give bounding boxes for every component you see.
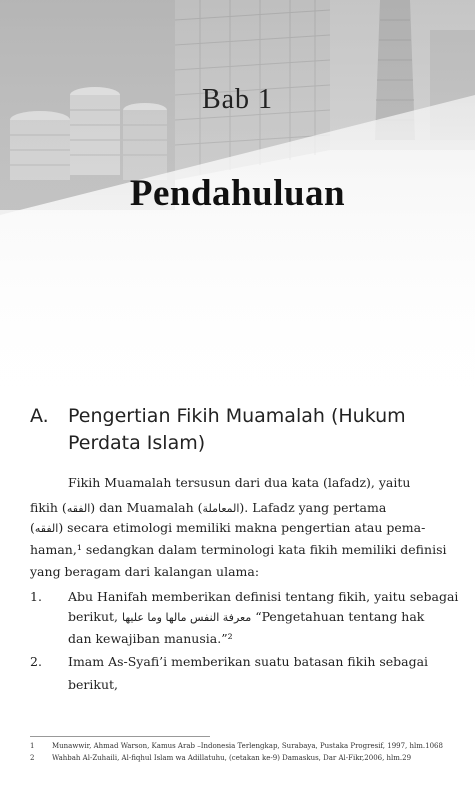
arabic-text: معرفة النفس مالها وما عليها [121,611,252,624]
footnote-text: Munawwir, Ahmad Warson, Kamus Arab –Indonesia Terlengkap, Surabaya, Pustaka Progresif, 1997, hlm.1068 [52,742,443,750]
list-item-line: Imam As-Syafi’i memberikan suatu batasan fikih sebagai [68,654,429,669]
footnote-text: Wahbah Al-Zuhaili, Al-fiqhul Islam wa Adillatuhu, (cetakan ke-9) Damaskus, Dar Al-Fikr,2006, hlm.29 [52,754,412,762]
chapter-title: Pendahuluan [129,173,346,214]
section-title-line-2: Perdata Islam) [68,432,206,454]
section-number: A. [30,405,49,427]
list-item-line: Abu Hanifah memberikan definisi tentang fikih, yaitu sebagai [68,589,459,604]
text-span: “Pengetahuan tentang hak [251,609,425,624]
paragraph-line-4: haman,¹ sedangkan dalam terminologi kata fikih memiliki definisi [30,542,447,557]
list-item-number: 1. [30,589,42,604]
chapter-label: Bab 1 [201,84,274,115]
list-item-line [68,609,424,624]
text-span: ( [30,520,35,535]
list-item-line: dan kewajiban manusia.”² [68,631,233,646]
paragraph-line-5: yang beragam dari kalangan ulama: [30,564,260,579]
paragraph-line-2 [30,500,386,515]
text-span: ) dan Muamalah ( [90,500,203,515]
footnote-number: 2 [30,754,35,762]
arabic-text: المعاملة [202,502,240,515]
paragraph-line-1: Fikih Muamalah tersusun dari dua kata (lafadz), yaitu [68,475,411,490]
section-title [68,403,438,457]
text-span: ). Lafadz yang pertama [239,500,387,515]
paragraph-line-3 [30,520,425,535]
text-span: fikih ( [30,500,67,515]
arabic-text: الفقه [66,502,91,515]
text-span: ) secara etimologi memiliki makna pengertian atau pema- [58,520,426,535]
section-title-line-1: Pengertian Fikih Muamalah (Hukum [68,405,406,427]
list-item-number: 2. [30,654,42,669]
list-item-line: berikut, [68,677,118,692]
footnote-divider [30,736,210,737]
arabic-text: الفقه [34,522,59,535]
footnote-number: 1 [30,742,35,750]
text-span: berikut, [68,609,122,624]
